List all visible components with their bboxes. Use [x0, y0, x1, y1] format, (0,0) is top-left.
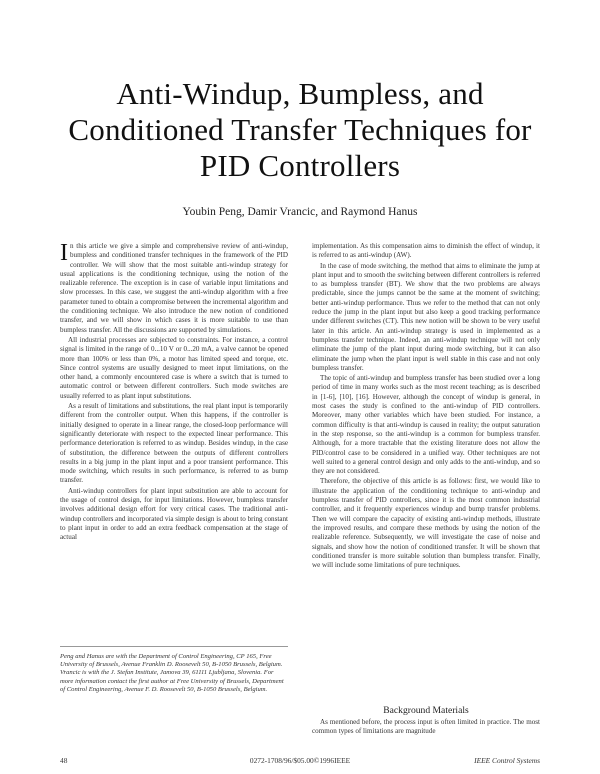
right-paragraph: In the case of mode switching, the method that aims to eliminate the jump at plant input and to smooth the switching between different controllers is referred to as bumpless transfer (BT). We show that the two problems are always predictable, since the jumps cannot be the same at the moment of switching; better anti-windup performance. Thus we refer to the method that can not only reduce the jump in the plant input but also keep a good tracking performance under different switches (CT). This new notion will be shown to be very useful later in this article. An anti-windup strategy is used in implemented as a bumpless transfer technique. Indeed, an anti-windup technique will not only eliminate the jump of the plant input during mode switching, but it can also eliminate the jump when the plant input is well stable in this case and not only bumpless transfer. — [312, 261, 540, 372]
author-affiliation-footnote: Peng and Hanus are with the Department of Control Engineering, CP 165, Free University of Brussels, Avenue Franklin D. Roosevelt 50, B-1050 Brussels, Belgium. Vrancic is with the J. Stefan Institute, Jamova 39, 61111 Ljubljana, Slovenia. For more information contact the first author at Free University of Brussels, Department of Control Engineering, Avenue F. D. Roosevelt 50, B-1050 Brussels, Belgium. — [60, 646, 288, 694]
title-line-1: Anti-Windup, Bumpless, and — [116, 76, 484, 111]
drop-cap: I — [60, 240, 68, 266]
article-title — [40, 76, 560, 184]
left-column — [60, 242, 288, 544]
page-number: 48 — [60, 756, 68, 765]
left-paragraph — [60, 242, 288, 335]
title-line-2: Conditioned Transfer Techniques for — [68, 112, 532, 147]
magazine-name: IEEE Control Systems — [474, 756, 540, 765]
section-paragraph: As mentioned before, the process input is often limited in practice. The most common types of limitations are magnitude — [312, 718, 540, 736]
right-column — [312, 242, 540, 571]
section-heading: Background Materials — [383, 705, 469, 716]
title-line-3: PID Controllers — [199, 148, 401, 183]
left-paragraph: All industrial processes are subjected to constraints. For instance, a control signal is limited in the range of 0...10 V or 0...20 mA, a valve cannot be opened more than 100% or less than 0%, a motor has limited speed and torque, etc. Since control systems are usually designed to meet input limitations, on the other hand, a commonly encountered case is where a switch that is turned to automatic control or between different controllers. Such mode switches are usually referred to as plant input substitutions. — [60, 335, 288, 400]
right-paragraph: implementation. As this compensation aims to diminish the effect of windup, it is referred to as anti-windup (AW). — [312, 242, 540, 260]
author-line: Youbin Peng, Damir Vrancic, and Raymond Hanus — [182, 206, 418, 218]
copyright-code: 0272-1708/96/$05.00©1996IEEE — [249, 756, 351, 765]
right-paragraph: The topic of anti-windup and bumpless transfer has been studied over a long period of time in many works such as the most recent teaching; as is described in [1-6], [10], [16]. However, although the concept of windup is general, in most cases the study is confined to the anti-windup of PID controllers. Moreover, many other variables which have been studied. For instance, a common difficulty is that anti-windup is caused in reality; the output saturation in the step response, so the anti-windup is a common for bumpless transfer. Although, for a more tractable that the existing literature does not allow the PID/control case to be considered in a unified way. Other techniques are not well suited to a general control design and only adds to the anti-windup, and so they are not considered. — [312, 374, 540, 476]
left-paragraph-text: n this article we give a simple and comprehensive review of anti-windup, bumpless and conditioned transfer techniques in the framework of the PID controller. We will show that the most suitable anti-windup strategy for usual applications is the conditioning technique, using the notion of the realizable reference. The exception is in case of variable input limitations and slow processes. In this case, we suggest the anti-windup algorithm with a free parameter tuned to obtain a compromise between the incremental algorithm and the conditioning technique. We also introduce the new notion of conditioned transfer, and we will show in which cases it is more suitable to use than bumpless transfer. All the discussions are supported by simulations. — [60, 242, 288, 334]
right-paragraph: Therefore, the objective of this article is as follows: first, we would like to illustrate the application of the conditioning technique to anti-windup and bumpless transfer of PID controllers, since it is the most common industrial controller, and it frequently experiences windup and bump transfer problems. Then we will compare the capacity of existing anti-windup methods, illustrate the improved results, and compare these methods by using the notion of the realizable reference. Subsequently, we will investigate the case of noise and signals, and show how the notion of conditioned transfer. It will be shown that conditioned transfer is more suitable solution than bumpless transfer. Finally, we will include some limitations of pure techniques. — [312, 477, 540, 570]
left-paragraph: Anti-windup controllers for plant input substitution are able to account for the usage of control design, for input limitations. However, bumpless transfer involves additional design effort for very critical cases. The traditional anti-windup controllers and incorporated via simple design is about to bring constant to plant input in order to add an extra feedback compensation at the stage of actual — [60, 486, 288, 542]
left-paragraph: As a result of limitations and substitutions, the real plant input is temporarily different from the controller output. When this happens, if the controller is initially designed to operate in a linear range, the closed-loop performance will significantly deteriorate with respect to the expected linear performance. This performance deterioration is referred to as windup. Besides windup, in the case of substitution, the difference between the outputs of different controllers results in a big jump in the plant input and a poor transient performance. This mode switching, which results in such performance, is referred to as bump transfer. — [60, 402, 288, 485]
